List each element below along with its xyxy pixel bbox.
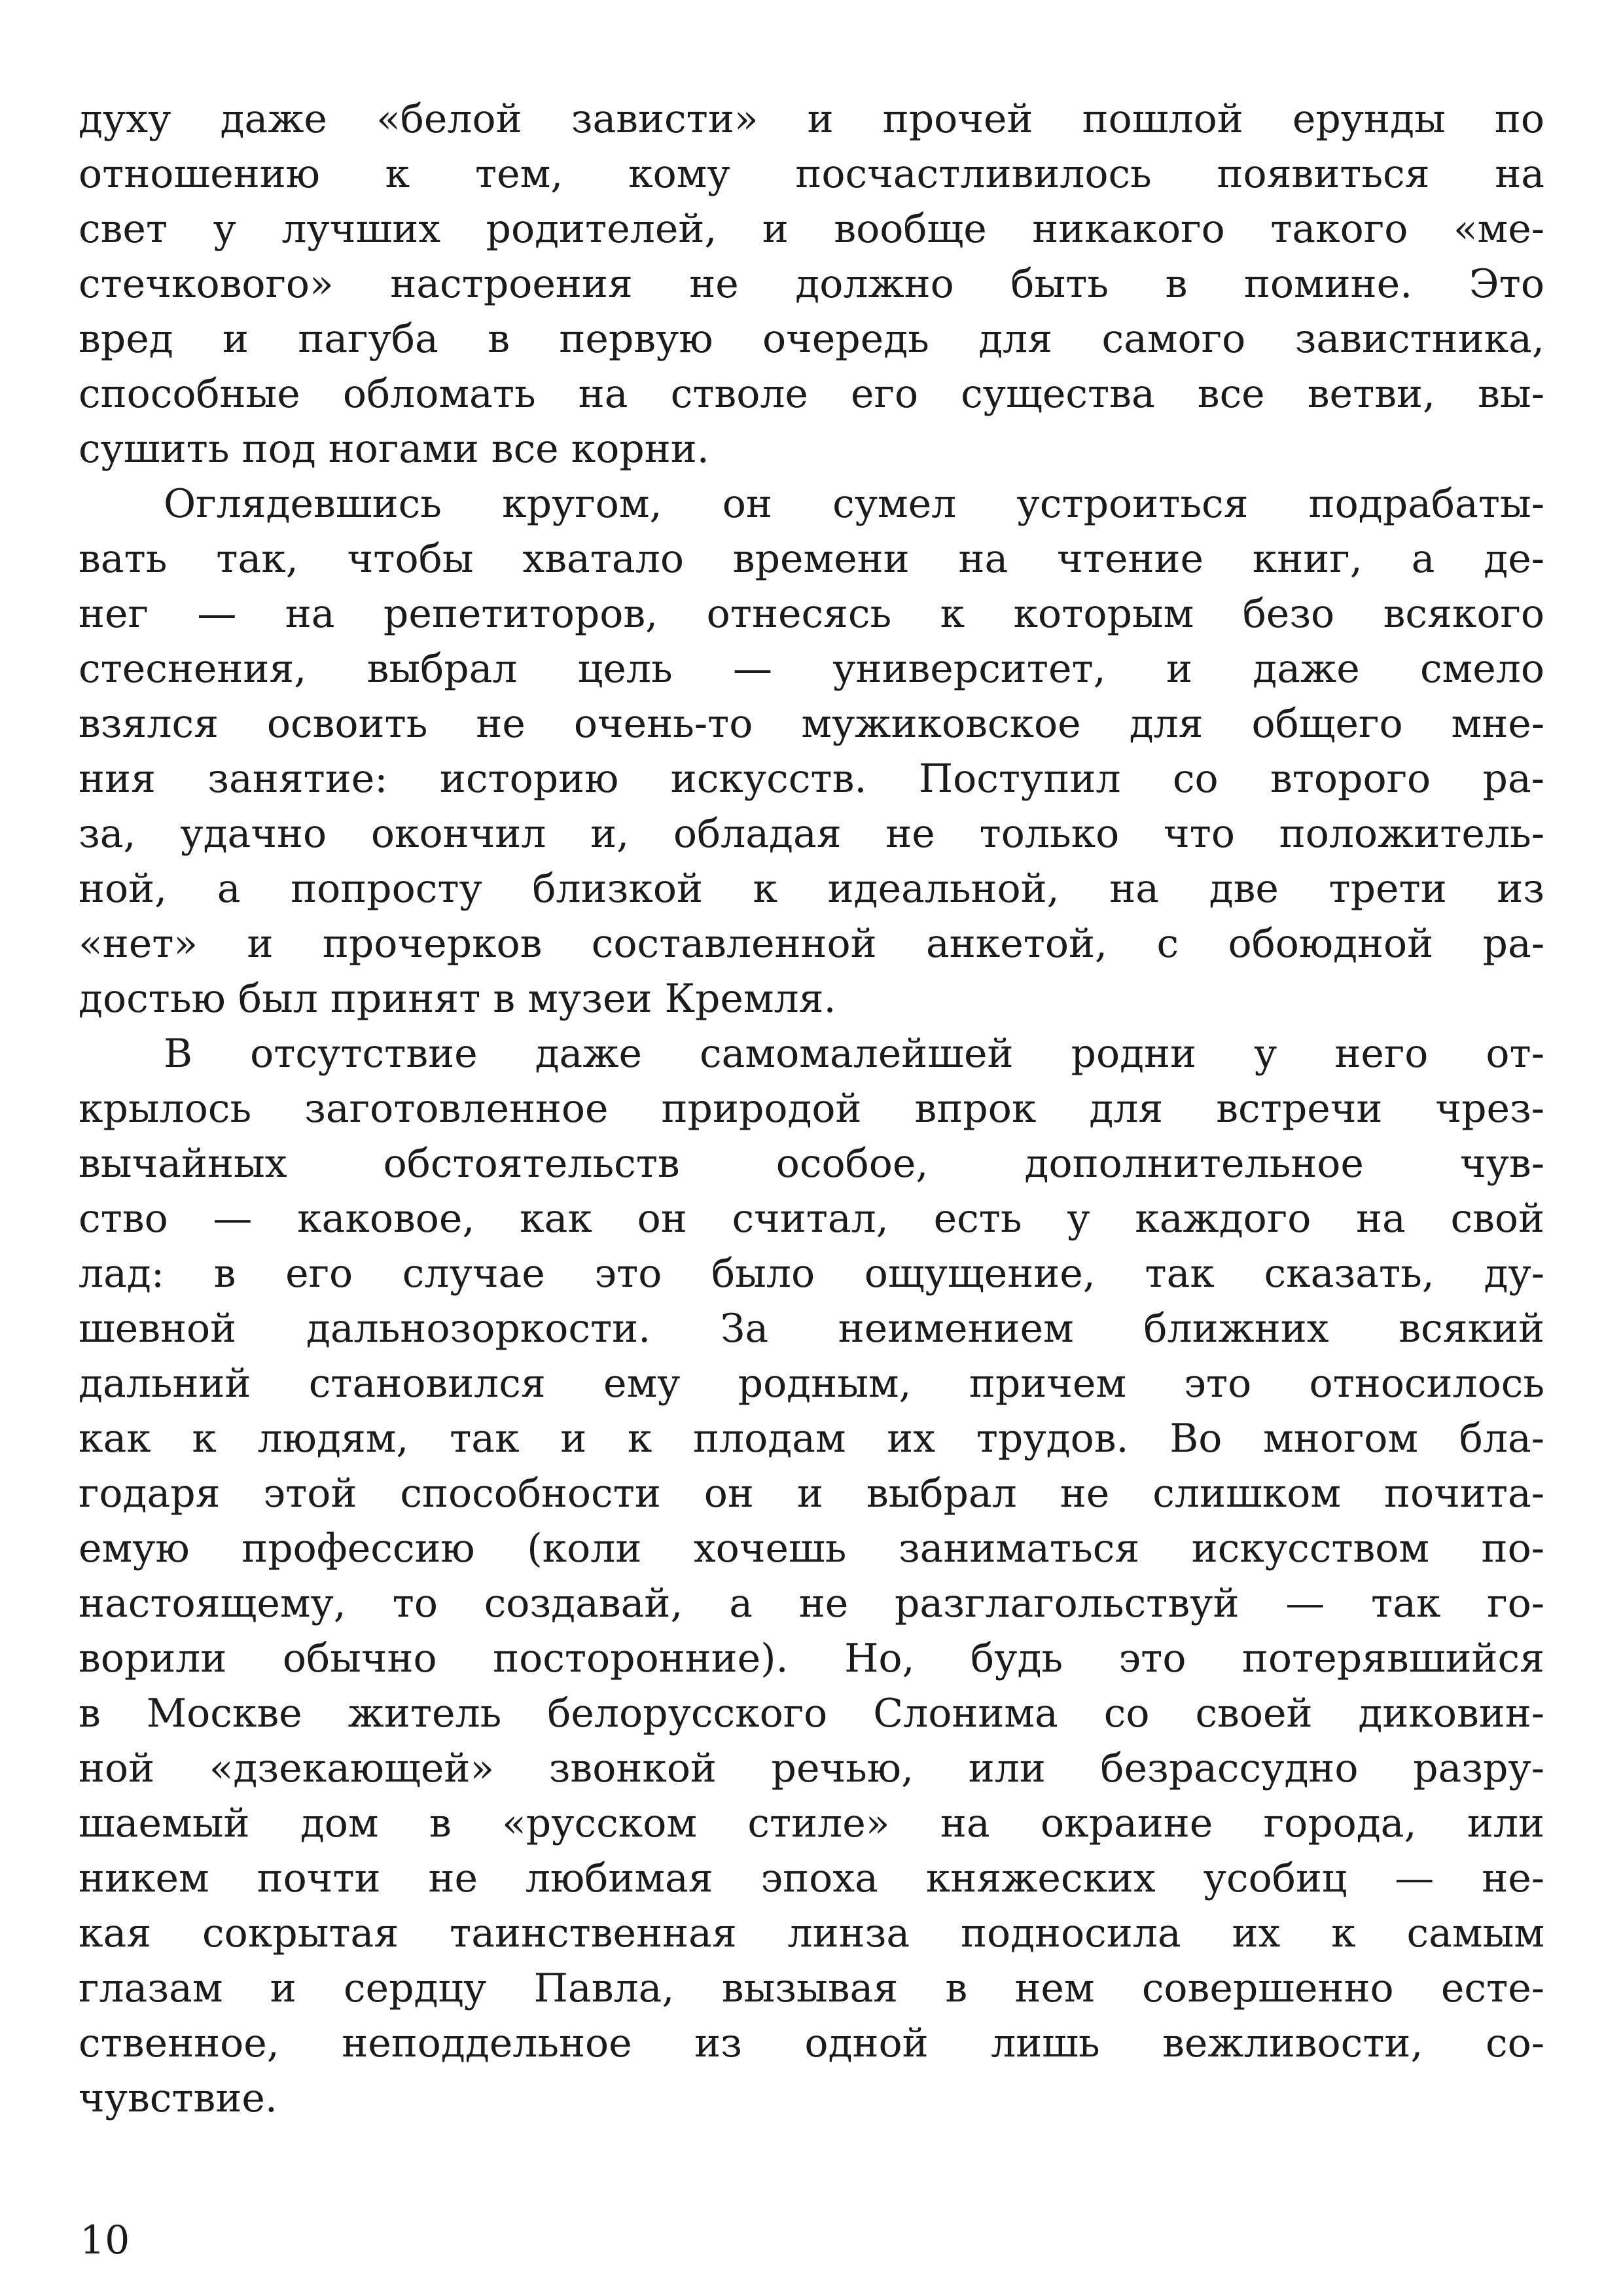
text-line: настоящему, то создавай, а не разглагольствуй — так го- — [79, 1581, 1544, 1626]
text-line: ственное, неподдельное из одной лишь вежливости, со- — [79, 2020, 1544, 2066]
text-line: сушить под ногами все корни. — [79, 426, 709, 472]
text-line: годаря этой способности он и выбрал не слишком почита- — [79, 1471, 1544, 1516]
text-line: взялся освоить не очень-то мужиковское для общего мне- — [79, 701, 1544, 747]
text-line: вать так, чтобы хватало времени на чтение книг, а де- — [79, 536, 1544, 582]
body-text — [79, 92, 1544, 2126]
text-line: стечкового» настроения не должно быть в помине. Это — [79, 261, 1544, 307]
text-line: чувствие. — [79, 2075, 277, 2121]
text-line: шевной дальнозоркости. За неимением ближних всякий — [79, 1306, 1544, 1352]
text-line: отношению к тем, кому посчастливилось появиться на — [79, 151, 1544, 197]
text-line: глазам и сердцу Павла, вызывая в нем совершенно есте- — [79, 1965, 1544, 2011]
text-line: за, удачно окончил и, обладая не только что положитель- — [79, 811, 1544, 857]
text-line: духу даже «белой зависти» и прочей пошлой ерунды по — [79, 96, 1544, 142]
paragraph — [79, 1026, 1544, 2126]
text-line: вред и пагуба в первую очередь для самого завистника, — [79, 316, 1544, 362]
text-line: стеснения, выбрал цель — университет, и даже смело — [79, 646, 1544, 692]
text-line: ния занятие: историю искусств. Поступил со второго ра- — [79, 756, 1544, 802]
text-line: достью был принят в музеи Кремля. — [79, 976, 836, 1022]
text-line: шаемый дом в «русском стиле» на окраине города, или — [79, 1801, 1544, 1846]
text-line: нег — на репетиторов, отнесясь к которым безо всякого — [79, 591, 1544, 637]
paragraph — [79, 92, 1544, 476]
text-line: ной «дзекающей» звонкой речью, или безрассудно разру- — [79, 1746, 1544, 1791]
text-line: ство — каковое, как он считал, есть у каждого на свой — [79, 1196, 1544, 1242]
paragraph — [79, 476, 1544, 1026]
page-number: 10 — [80, 2217, 130, 2263]
text-line: свет у лучших родителей, и вообще никакого такого «ме- — [79, 206, 1544, 252]
text-line: кая сокрытая таинственная линза подносила их к самым — [79, 1910, 1544, 1956]
text-line: емую профессию (коли хочешь заниматься искусством по- — [79, 1526, 1544, 1571]
text-line: Оглядевшись кругом, он сумел устроиться подрабаты- — [164, 481, 1544, 527]
text-line: как к людям, так и к плодам их трудов. Во многом бла- — [79, 1416, 1544, 1462]
text-line: крылось заготовленное природой впрок для встречи чрез- — [79, 1086, 1544, 1132]
text-line: в Москве житель белорусского Слонима со своей диковин- — [79, 1691, 1544, 1736]
text-line: ворили обычно посторонние). Но, будь это потерявшийся — [79, 1636, 1544, 1681]
text-line: вычайных обстоятельств особое, дополнительное чув- — [79, 1141, 1544, 1187]
text-line: способные обломать на стволе его существа все ветви, вы- — [79, 371, 1544, 417]
text-line: лад: в его случае это было ощущение, так сказать, ду- — [79, 1251, 1544, 1297]
text-line: никем почти не любимая эпоха княжеских усобиц — не- — [79, 1856, 1544, 1901]
text-line: В отсутствие даже самомалейшей родни у него от- — [164, 1031, 1544, 1077]
text-line: дальний становился ему родным, причем это относилось — [79, 1361, 1544, 1407]
text-line: ной, а попросту близкой к идеальной, на две трети из — [79, 866, 1544, 912]
text-line: «нет» и прочерков составленной анкетой, с обоюдной ра- — [79, 921, 1544, 967]
